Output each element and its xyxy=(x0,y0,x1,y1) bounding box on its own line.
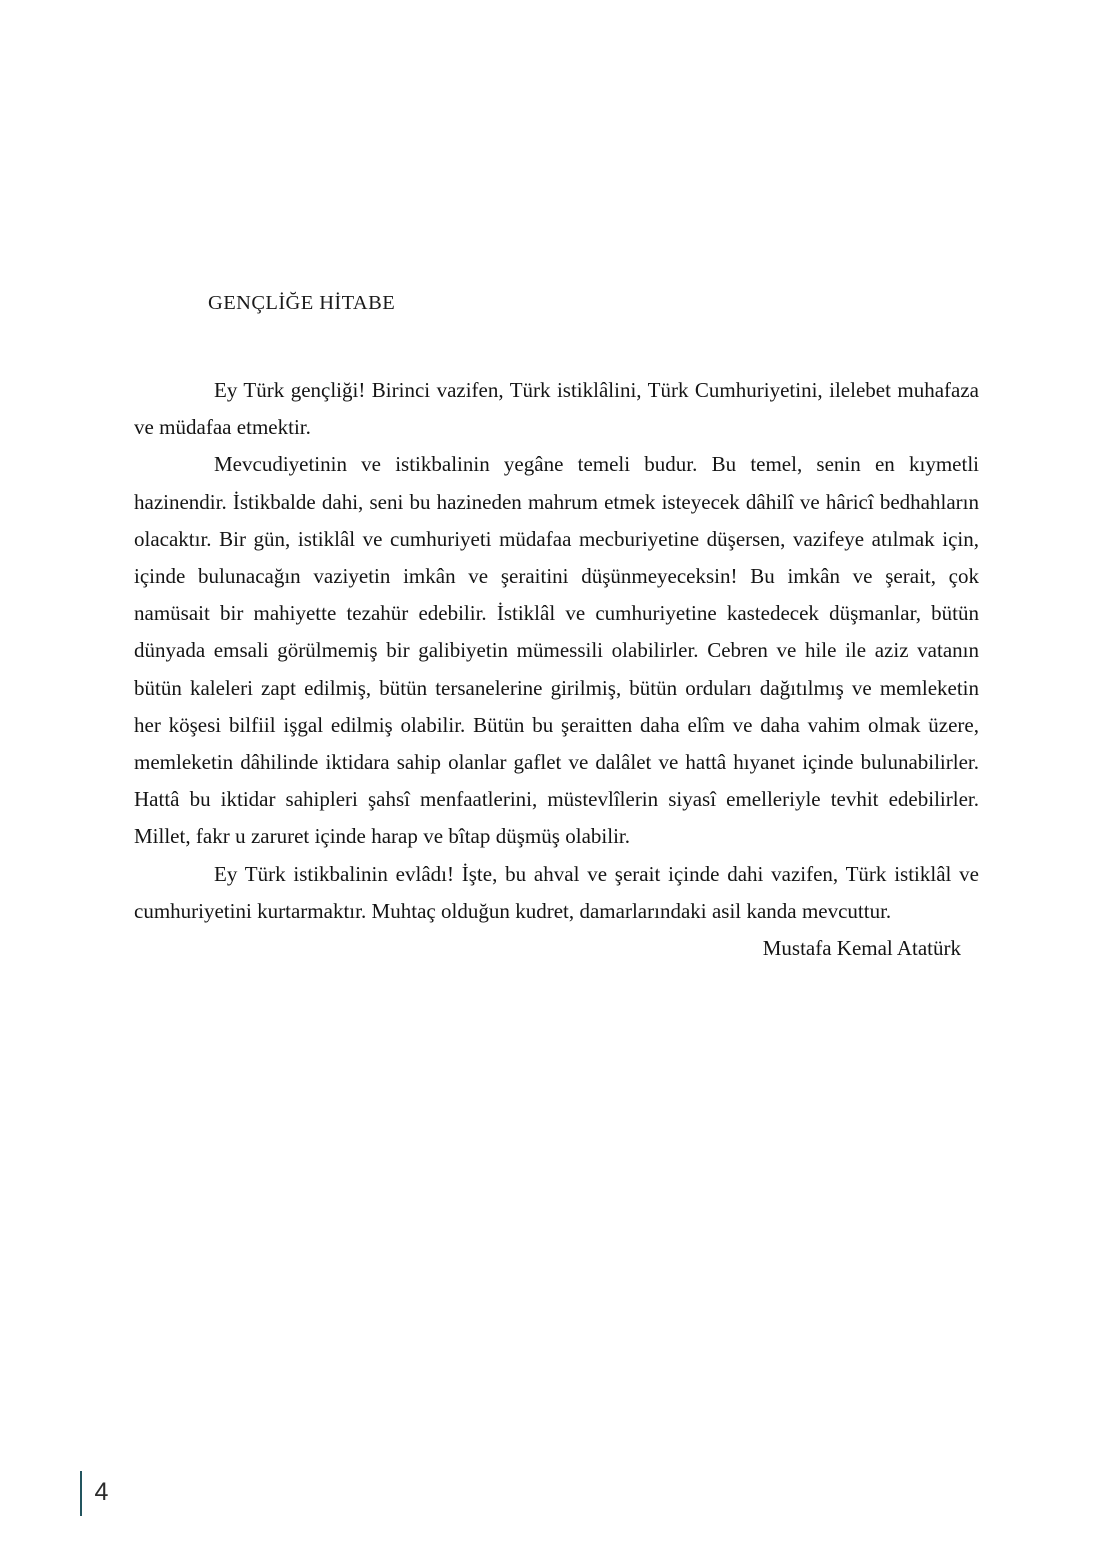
paragraph-1: Ey Türk gençliği! Birinci vazifen, Türk istiklâlini, Türk Cumhuriyetini, ilelebet muhafaza ve müdafaa etmektir. xyxy=(134,378,979,440)
title-spacer xyxy=(134,320,979,372)
footer-divider-rule xyxy=(80,1471,82,1516)
paragraph-2: Mevcudiyetinin ve istikbalinin yegâne temeli budur. Bu temel, senin en kıymetli hazinendir. İstikbalde dahi, seni bu hazineden mahrum etmek isteyecek dâhilî ve hâricî bedhahların olacaktır. Bir gün, istiklâl ve cumhuriyeti müdafaa mecburiyetine düşersen, vazifeye atılmak için, içinde bulunacağın vaziyetin imkân ve şeraitini düşünmeyeceksin! Bu imkân ve şerait, çok namüsait bir mahiyette tezahür edebilir. İstiklâl ve cumhuriyetine kastedecek düşmanlar, bütün dünyada emsali görülmemiş bir galibiyetin mümessili olabilirler. Cebren ve hile ile aziz vatanın bütün kaleleri zapt edilmiş, bütün tersanelerine girilmiş, bütün orduları dağıtılmış ve memleketin her köşesi bilfiil işgal edilmiş olabilir. Bütün bu şeraitten daha elîm ve daha vahim olmak üzere, memleketin dâhilinde iktidara sahip olanlar gaflet ve dalâlet ve hattâ hıyanet içinde bulunabilirler. Hattâ bu iktidar sahipleri şahsî menfaatlerini, müstevlîlerin siyasî emelleriyle tevhit edebilirler. Millet, fakr u zaruret içinde harap ve bîtap düşmüş olabilir. xyxy=(134,452,979,849)
page-footer xyxy=(80,1470,108,1516)
page-number: 4 xyxy=(94,1477,109,1506)
page-title: GENÇLİĞE HİTABE xyxy=(208,292,396,314)
signature-line: Mustafa Kemal Atatürk xyxy=(762,936,961,961)
document-text-column xyxy=(134,286,979,967)
paragraph-3: Ey Türk istikbalinin evlâdı! İşte, bu ahval ve şerait içinde dahi vazifen, Türk istiklâl ve cumhuriyetini kurtarmaktır. Muhtaç olduğun kudret, damarlarındaki asil kanda mevcuttur. xyxy=(134,861,979,923)
